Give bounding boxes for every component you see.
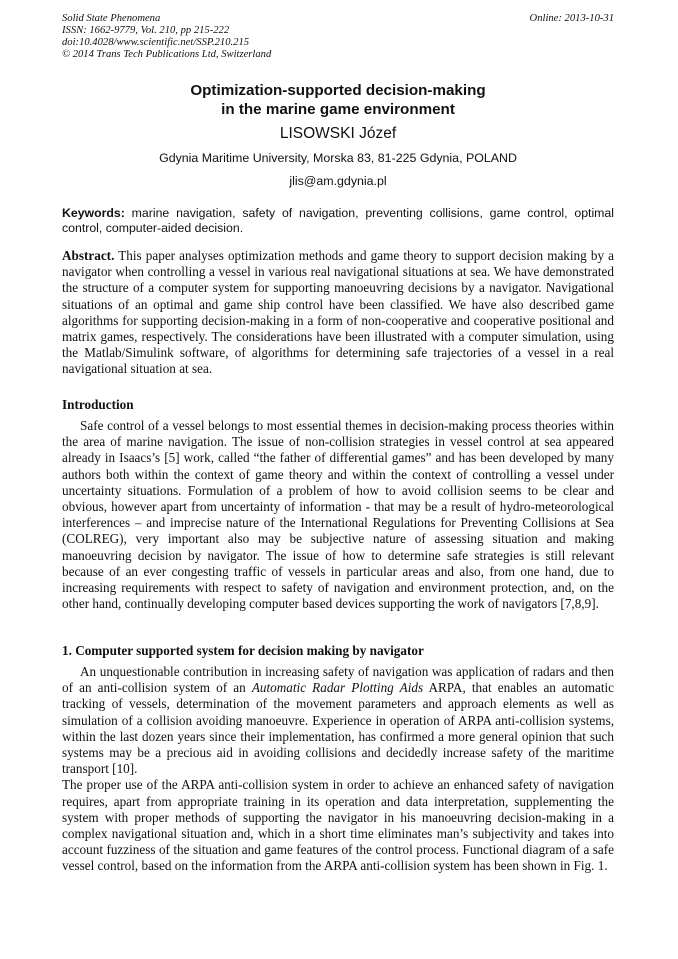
author-name: LISOWSKI Józef — [279, 125, 397, 142]
section-1-p1-text-b: ARPA, that enables an automatic tracking of vessels, determination of the movement parameters and approach elements as well as simulation of a collision avoiding manoeuvre. Experience in operation of ARPA anti-collision systems, within the last dozen years since their implementation, has confirmed a more general opinion that such systems may be a precious aid in avoiding collisions and decidedly increase safety of the maritime transport [10]. — [62, 680, 615, 777]
abstract-label: Abstract. — [62, 248, 115, 263]
online-date: Online: 2013-10-31 — [529, 13, 614, 24]
keywords-text: marine navigation, safety of navigation, preventing collisions, game control, optimal control, computer-aided decision. — [62, 206, 614, 235]
arpa-term: Automatic Radar Plotting Aids — [251, 680, 424, 696]
author-email: jlis@am.gdynia.pl — [289, 174, 387, 188]
abstract-block — [62, 248, 614, 378]
section-1-heading: 1. Computer supported system for decision making by navigator — [62, 643, 424, 658]
section-1-paragraph-1 — [62, 664, 614, 777]
doi-line: doi:10.4028/www.scientific.net/SSP.210.215 — [62, 37, 250, 48]
copyright-line: © 2014 Trans Tech Publications Ltd, Switzerland — [62, 49, 272, 60]
paper-title — [62, 81, 614, 119]
section-1-paragraph-2: The proper use of the ARPA anti-collision system in order to achieve an enhanced safety of navigation requires, apart from appropriate training in its operation and data interpretation, supplementing the system with proper methods of supporting the navigator in his manoeuvring decision-making in a complex navigational situation and, which in a short time eliminates man’s subjectivity and takes into account fuzziness of the situation and game features of the control process. Functional diagram of a safe vessel control, based on the information from the ARPA anti-collision system has been shown in Fig. 1. — [62, 777, 614, 874]
section-1-p1-text-a: An unquestionable contribution in increasing safety of navigation was application of radars and then of an anti-collision system of an — [62, 664, 614, 696]
title-line-1: Optimization-supported decision-making — [190, 82, 486, 99]
keywords-label: Keywords: — [62, 206, 125, 220]
section-1-body — [62, 664, 614, 875]
introduction-heading: Introduction — [62, 397, 134, 412]
issn-line: ISSN: 1662-9779, Vol. 210, pp 215-222 — [62, 25, 230, 36]
abstract-text: This paper analyses optimization methods and game theory to support decision making by a navigator when controlling a vessel in various real navigational situations at sea. We have demonstrated the structure of a computer system for supporting manoeuvring decisions by a navigator. Navigational situations of an optimal and game ship control have been classified. We have also described game algorithms for supporting decision-making in a form of non-cooperative and cooperative positional and matrix games, respectively. The considerations have been illustrated with a computer simulation, using the Matlab/Simulink software, of algorithms for determining safe trajectories of a vessel in a real navigational situation at sea. — [62, 248, 614, 377]
introduction-paragraph: Safe control of a vessel belongs to most essential themes in decision-making process theories within the area of marine navigation. The issue of non-collision strategies in vessel control at sea appeared already in Isaacs’s [5] work, called “the father of differential games” and has been developed by many authors both within the context of game theory and within the context of controlling a vessel under uncertainty situations. Formulation of a problem of how to avoid collision seems to be clear and obvious, however apart from uncertainty of information - that may be a result of hydro-meteorological interferences – and imprecise nature of the International Regulations for Preventing Collisions at Sea (COLREG), very important also may be subjective nature of assessing situation and making manoeuvring decision by navigator. The issue of how to determine safe strategies is still relevant because of an ever congesting traffic of vessels in particular areas and also, from one hand, due to increasing requirements with respect to safety of navigation and environment protection, and, on the other hand, continually developing computer based devices supporting the work of navigators [7,8,9]. — [62, 418, 614, 612]
publication-header — [62, 13, 622, 61]
title-line-2: in the marine game environment — [221, 101, 455, 118]
author-affiliation: Gdynia Maritime University, Morska 83, 81-225 Gdynia, POLAND — [159, 151, 517, 165]
journal-name: Solid State Phenomena — [62, 13, 161, 24]
keywords-block — [62, 206, 614, 236]
